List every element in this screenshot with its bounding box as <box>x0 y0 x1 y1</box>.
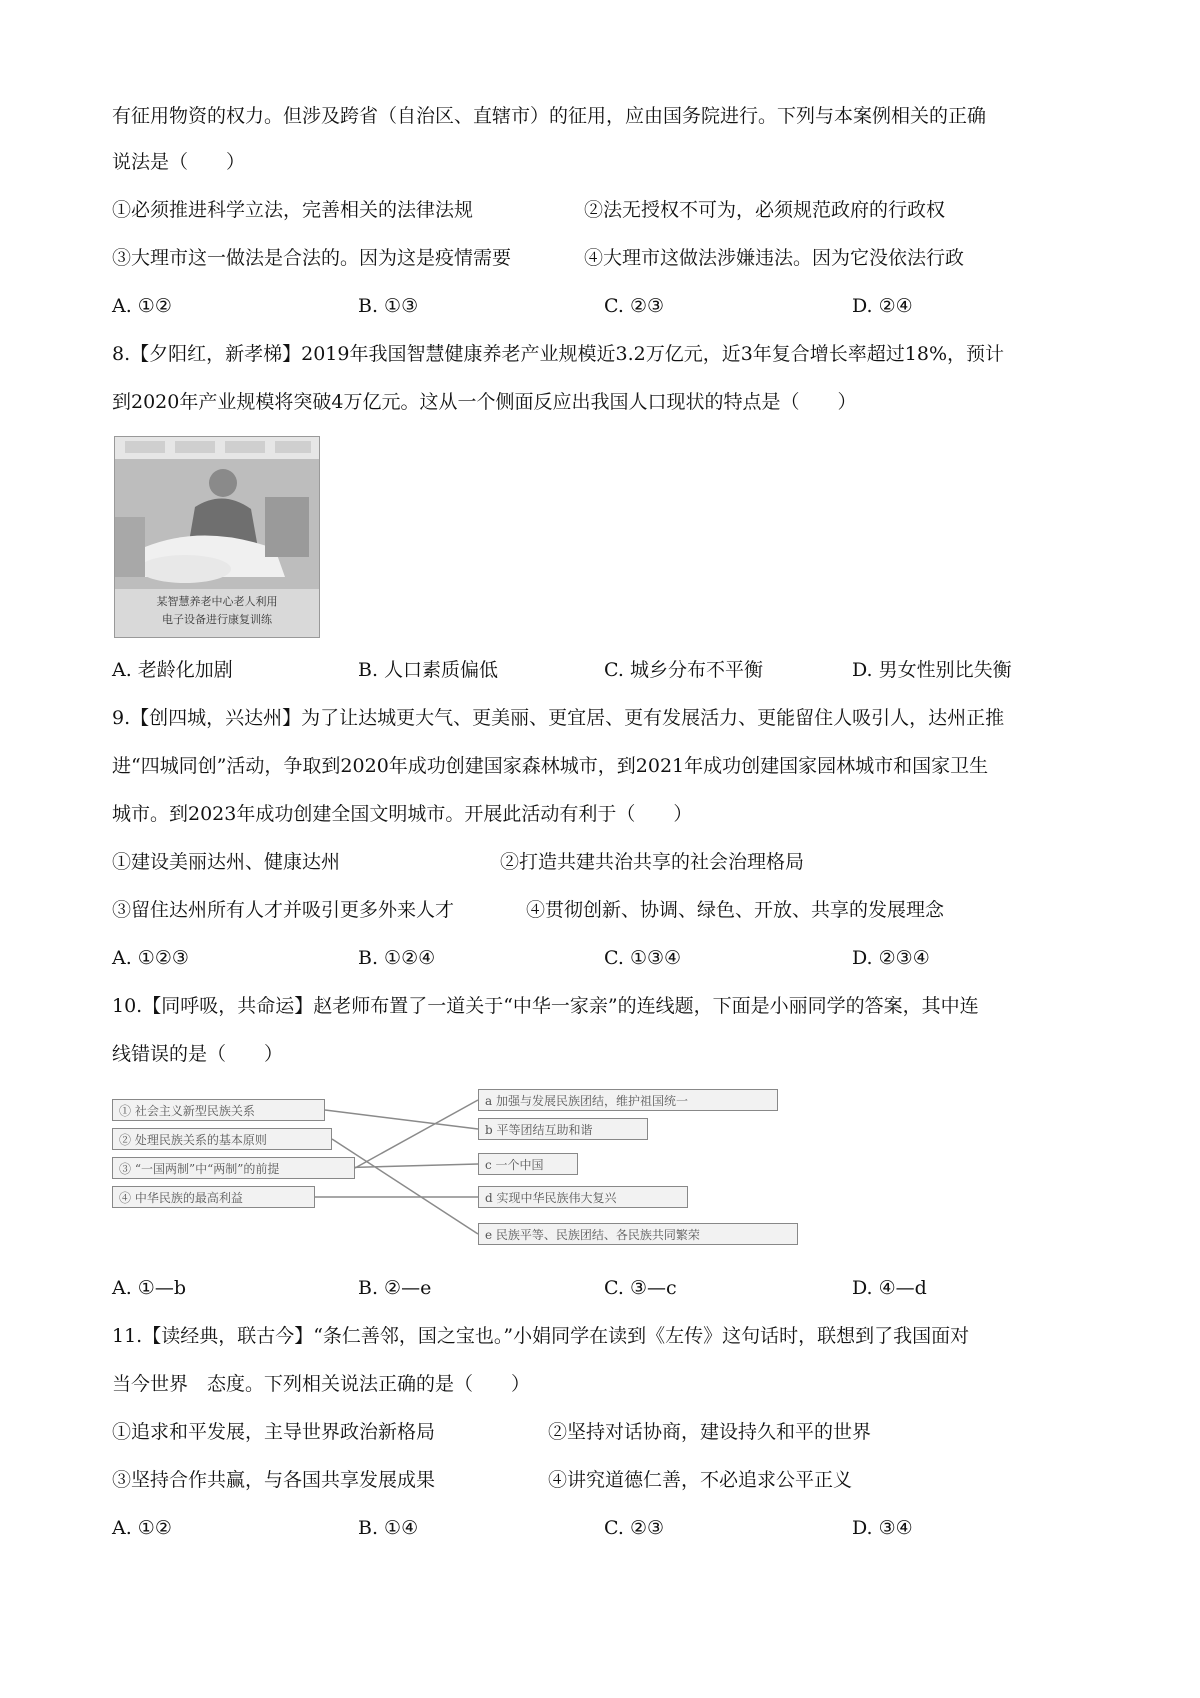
q7-statement-3: ③大理市这一做法是合法的。因为这是疫情需要 <box>112 247 512 269</box>
q9-stem-line-1: 9.【创四城，兴达州】为了让达城更大气、更美丽、更宜居、更有发展活力、更能留住人吸引人，达州正推 <box>112 707 1005 729</box>
q8-option-d[interactable]: D. 男女性别比失衡 <box>852 659 1012 681</box>
q10-option-a[interactable]: A. ①—b <box>112 1277 186 1299</box>
right-item-d: d 实现中华民族伟大复兴 <box>478 1186 688 1208</box>
q9-stem-line-2: 进“四城同创”活动，争取到2020年成功创建国家森林城市，到2021年成功创建国家园林城市和国家卫生 <box>112 755 989 777</box>
q9-option-b[interactable]: B. ①②④ <box>358 947 436 969</box>
q11-option-a[interactable]: A. ①② <box>112 1517 172 1539</box>
q11-stem-line-2: 当今世界 态度。下列相关说法正确的是（ ） <box>112 1373 531 1395</box>
q8-option-c[interactable]: C. 城乡分布不平衡 <box>604 659 763 681</box>
q11-statement-4: ④讲究道德仁善，不必追求公平正义 <box>548 1469 853 1491</box>
left-item-2: ② 处理民族关系的基本原则 <box>112 1128 332 1150</box>
matching-diagram <box>110 1078 830 1252</box>
q11-option-b[interactable]: B. ①④ <box>358 1517 419 1539</box>
left-item-1: ① 社会主义新型民族关系 <box>112 1099 325 1121</box>
q7-statement-1: ①必须推进科学立法，完善相关的法律法规 <box>112 199 474 221</box>
q11-option-d[interactable]: D. ③④ <box>852 1517 913 1539</box>
q11-statement-3: ③坚持合作共赢，与各国共享发展成果 <box>112 1469 436 1491</box>
q7-option-a[interactable]: A. ①② <box>112 295 172 317</box>
right-item-e: e 民族平等、民族团结、各民族共同繁荣 <box>478 1223 798 1245</box>
q10-option-c[interactable]: C. ③—c <box>604 1277 677 1299</box>
q8-stem-line-1: 8.【夕阳红，新孝梯】2019年我国智慧健康养老产业规模近3.2万亿元，近3年复合增长率超过18%，预计 <box>112 343 1005 365</box>
q10-option-b[interactable]: B. ②—e <box>358 1277 432 1299</box>
q9-statement-1: ①建设美丽达州、健康达州 <box>112 851 341 873</box>
q9-statement-2: ②打造共建共治共享的社会治理格局 <box>500 851 805 873</box>
q8-option-a[interactable]: A. 老龄化加剧 <box>112 659 233 681</box>
q7-stem-line-2: 说法是（ ） <box>112 151 246 173</box>
q8-stem-line-2: 到2020年产业规模将突破4万亿元。这从一个侧面反应出我国人口现状的特点是（ ） <box>112 391 857 413</box>
q7-statement-4: ④大理市这做法涉嫌违法。因为它没依法行政 <box>584 247 965 269</box>
q8-option-b[interactable]: B. 人口素质偏低 <box>358 659 499 681</box>
q11-statement-2: ②坚持对话协商，建设持久和平的世界 <box>548 1421 872 1443</box>
q9-option-a[interactable]: A. ①②③ <box>112 947 189 969</box>
photo-caption-line-1: 某智慧养老中心老人利用 <box>156 595 278 608</box>
q9-option-d[interactable]: D. ②③④ <box>852 947 930 969</box>
q9-option-c[interactable]: C. ①③④ <box>604 947 682 969</box>
q11-stem-line-1: 11.【读经典，联古今】“条仁善邻，国之宝也。”小娟同学在读到《左传》这句话时，联想到了我国面对 <box>112 1325 970 1347</box>
q9-statement-3: ③留住达州所有人才并吸引更多外来人才 <box>112 899 455 921</box>
left-item-3: ③ “一国两制”中“两制”的前提 <box>112 1157 355 1179</box>
q7-option-d[interactable]: D. ②④ <box>852 295 913 317</box>
q9-statement-4: ④贯彻创新、协调、绿色、开放、共享的发展理念 <box>526 899 945 921</box>
photo-image <box>115 437 319 589</box>
q11-option-c[interactable]: C. ②③ <box>604 1517 665 1539</box>
q10-option-d[interactable]: D. ④—d <box>852 1277 927 1299</box>
right-item-c: c 一个中国 <box>478 1153 578 1175</box>
q11-statement-1: ①追求和平发展，主导世界政治新格局 <box>112 1421 436 1443</box>
q10-stem-line-1: 10.【同呼吸，共命运】赵老师布置了一道关于“中华一家亲”的连线题，下面是小丽同学的答案，其中连 <box>112 995 979 1017</box>
q7-option-b[interactable]: B. ①③ <box>358 295 419 317</box>
photo-caption-line-2: 电子设备进行康复训练 <box>162 613 272 626</box>
right-item-b: b 平等团结互助和谐 <box>478 1118 648 1140</box>
q7-stem-line-1: 有征用物资的权力。但涉及跨省（自治区、直辖市）的征用，应由国务院进行。下列与本案例相关的正确 <box>112 105 987 127</box>
left-item-4: ④ 中华民族的最高利益 <box>112 1186 315 1208</box>
elderly-rehab-photo <box>114 436 320 638</box>
q7-statement-2: ②法无授权不可为，必须规范政府的行政权 <box>584 199 946 221</box>
q10-stem-line-2: 线错误的是（ ） <box>112 1043 284 1065</box>
q9-stem-line-3: 城市。到2023年成功创建全国文明城市。开展此活动有利于（ ） <box>112 803 693 825</box>
right-item-a: a 加强与发展民族团结，维护祖国统一 <box>478 1089 778 1111</box>
q7-option-c[interactable]: C. ②③ <box>604 295 665 317</box>
